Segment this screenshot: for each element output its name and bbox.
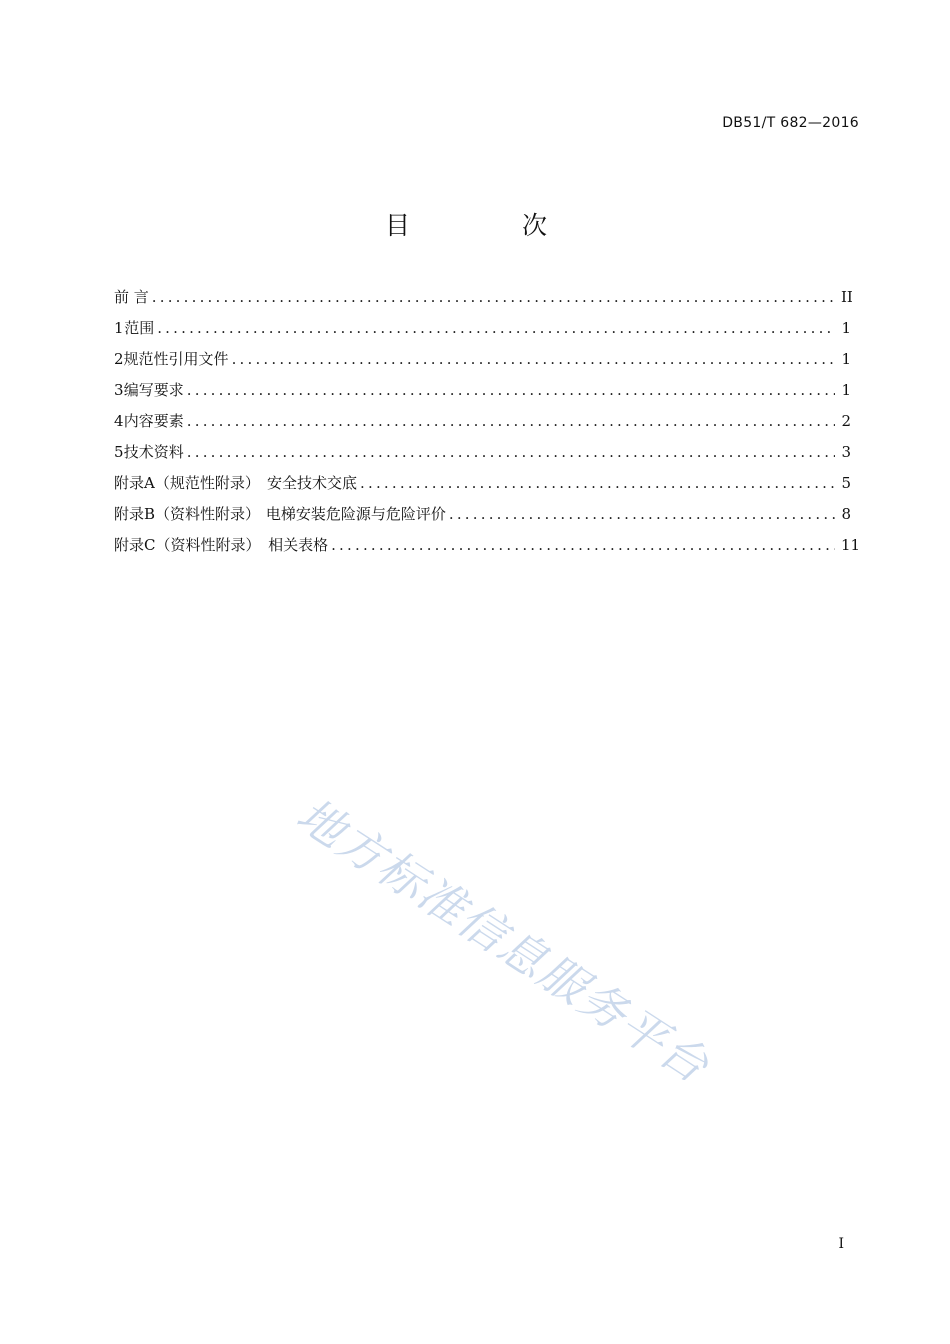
toc-entry-label: 附录A（规范性附录） <box>114 474 260 492</box>
toc-entry-page: 11 <box>841 536 861 554</box>
toc-entry-label: 附录B（资料性附录） <box>114 505 261 523</box>
toc-entry-subtitle: 相关表格 <box>268 536 329 554</box>
toc-leader-dots <box>232 350 835 368</box>
watermark: 地方标准信息服务平台 <box>287 787 720 1094</box>
toc-entry-1[interactable] <box>114 317 851 348</box>
toc-leader-dots <box>360 474 835 492</box>
toc-entry-appendix-b[interactable] <box>114 503 851 534</box>
toc-entry-appendix-a[interactable] <box>114 472 851 503</box>
toc-entry-page: 1 <box>841 381 851 399</box>
toc-entry-number: 4 <box>114 412 124 430</box>
toc-entry-page: 1 <box>841 319 851 337</box>
page-title: 目 次 <box>385 211 599 240</box>
toc-entry-subtitle: 电梯安装危险源与危险评价 <box>265 505 446 523</box>
toc-entry-page: 2 <box>841 412 851 430</box>
toc-entry-page: 3 <box>841 443 851 461</box>
toc-entry-page: 5 <box>841 474 851 492</box>
toc-entry-appendix-c[interactable] <box>114 534 861 565</box>
toc-entry-foreword[interactable] <box>114 286 851 317</box>
toc-entry-2[interactable] <box>114 348 851 379</box>
toc-leader-dots <box>157 319 835 337</box>
toc-entry-label: 范围 <box>124 319 155 337</box>
toc-leader-dots <box>331 536 835 554</box>
toc-entry-3[interactable] <box>114 379 851 410</box>
toc-entry-number: 3 <box>114 381 124 399</box>
toc-entry-label: 内容要素 <box>123 412 184 430</box>
toc-leader-dots <box>449 505 835 523</box>
toc-entry-label: 编写要求 <box>123 381 184 399</box>
toc-entry-page: II <box>841 288 853 306</box>
toc-entry-label: 附录C（资料性附录） <box>114 536 261 554</box>
toc-entry-number: 5 <box>114 443 124 461</box>
toc-entry-number: 2 <box>114 350 124 368</box>
toc-entry-label: 前 言 <box>114 288 149 306</box>
toc-leader-dots <box>187 412 835 430</box>
toc-leader-dots <box>187 381 835 399</box>
toc-entry-label: 规范性引用文件 <box>123 350 229 368</box>
table-of-contents <box>114 286 861 565</box>
toc-entry-label: 技术资料 <box>123 443 184 461</box>
toc-entry-number: 1 <box>114 319 124 337</box>
toc-entry-subtitle: 安全技术交底 <box>267 474 358 492</box>
toc-leader-dots <box>152 288 835 306</box>
toc-entry-page: 1 <box>841 350 851 368</box>
toc-entry-4[interactable] <box>114 410 851 441</box>
toc-entry-5[interactable] <box>114 441 851 472</box>
toc-entry-page: 8 <box>841 505 851 523</box>
page-number: I <box>838 1236 844 1252</box>
toc-leader-dots <box>187 443 835 461</box>
document-code: DB51/T 682—2016 <box>722 115 859 131</box>
